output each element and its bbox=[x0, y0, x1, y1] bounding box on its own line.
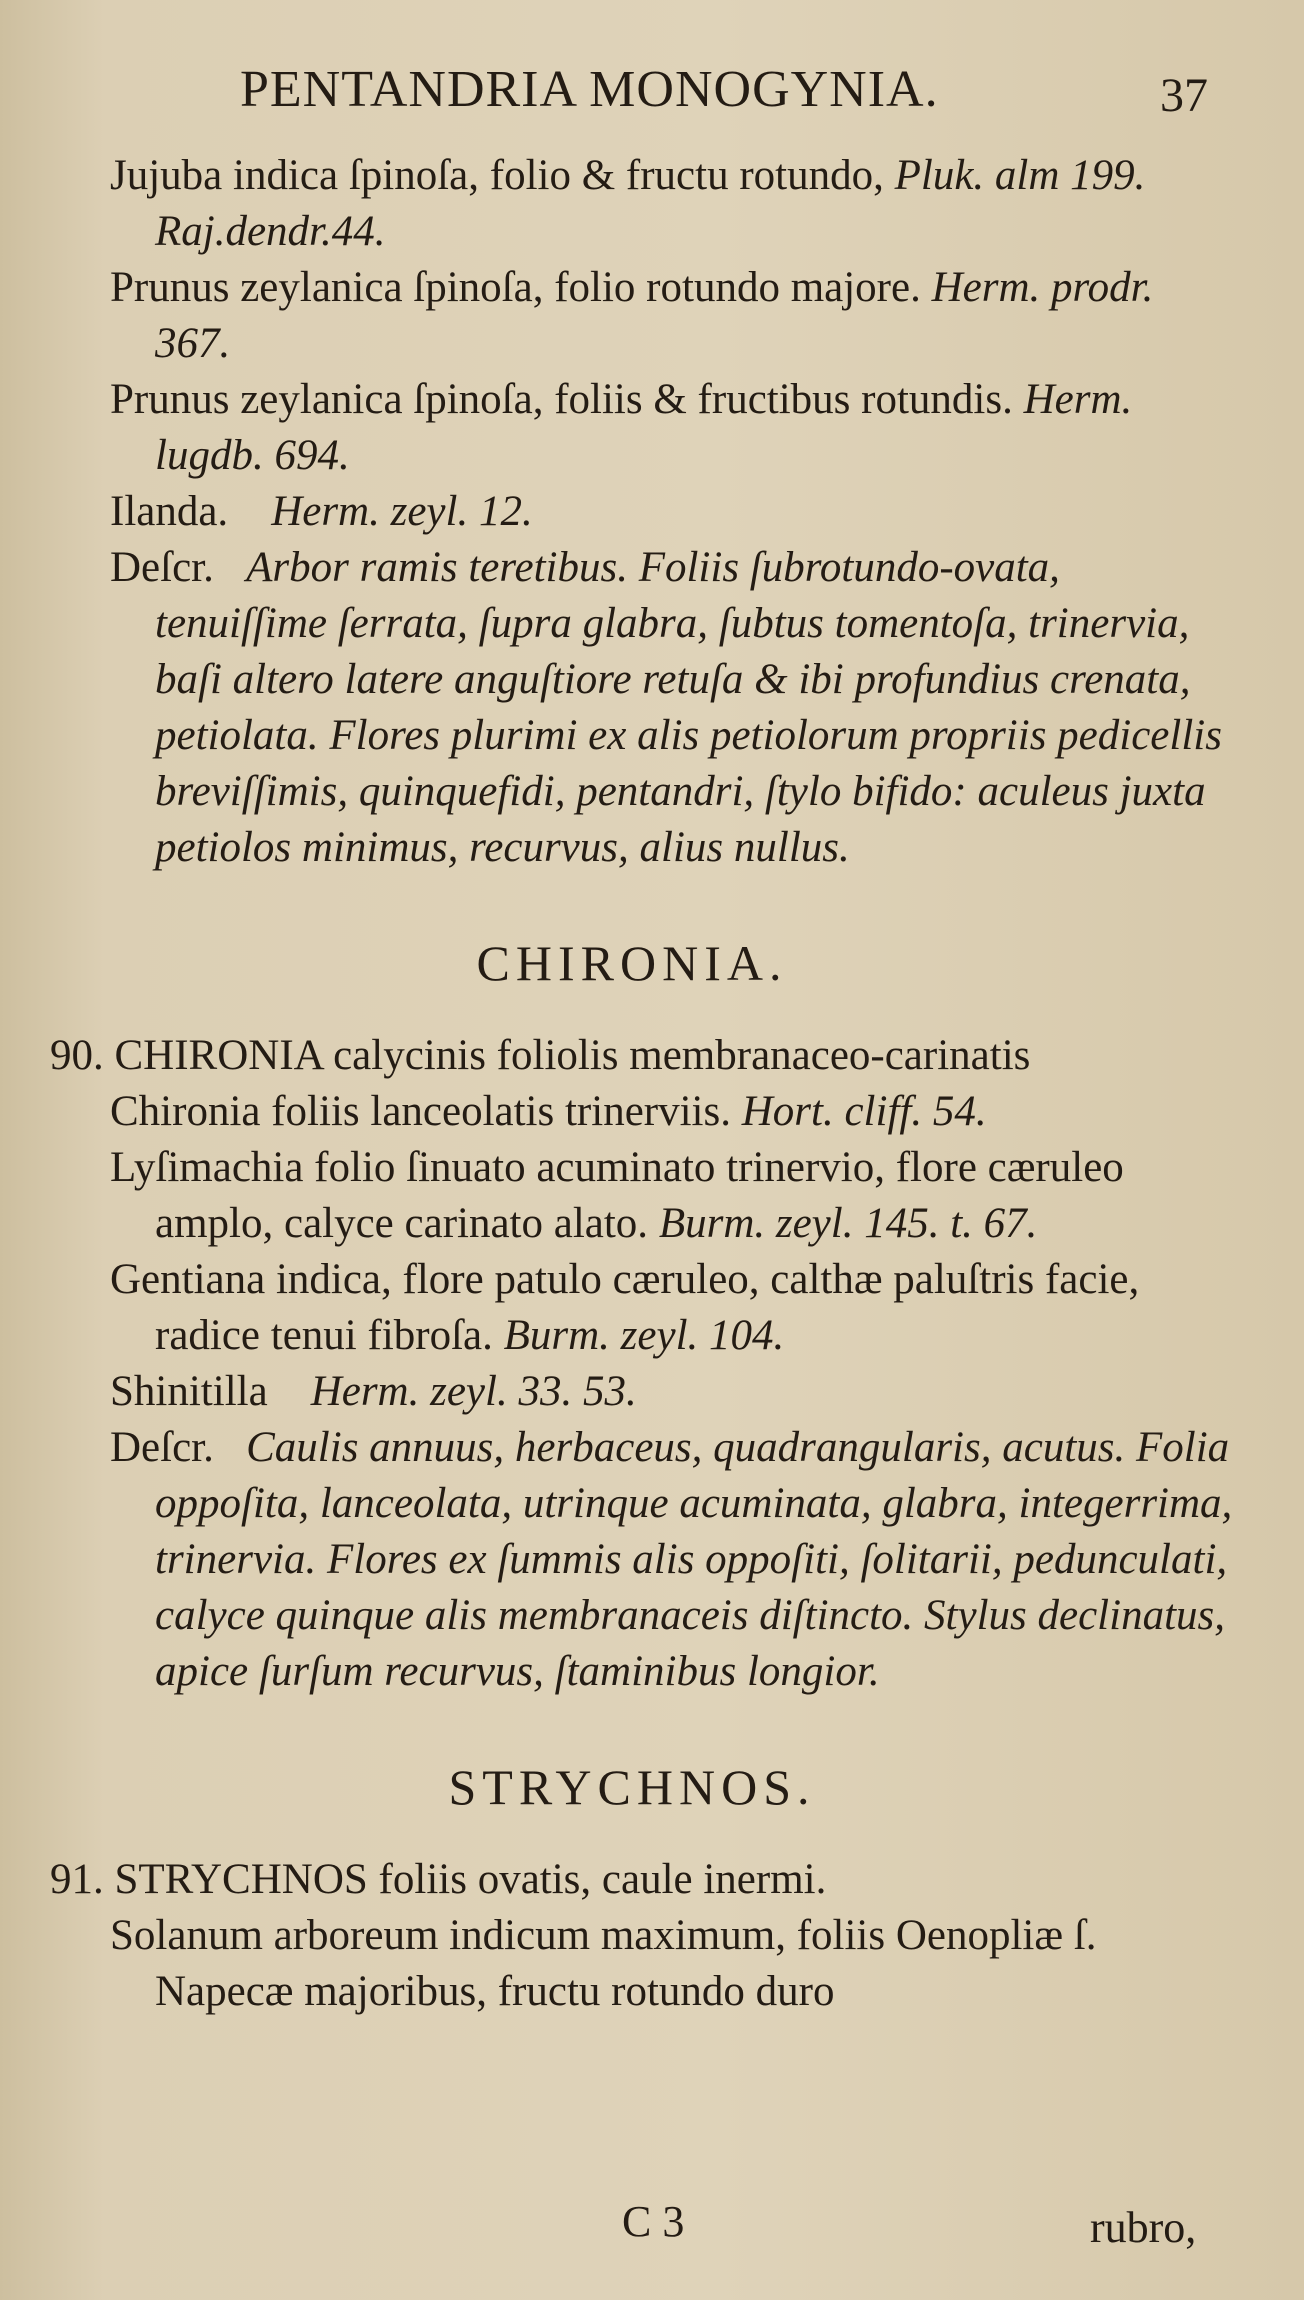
running-head: PENTANDRIA MONOGYNIA. bbox=[240, 61, 939, 118]
species-number: 90. bbox=[50, 1032, 104, 1079]
species-diagnosis-90 bbox=[0, 1028, 1234, 1084]
entry-gentiana bbox=[0, 1252, 1234, 1364]
entry-jujuba bbox=[0, 148, 1234, 260]
catchword: rubro, bbox=[1090, 2203, 1197, 2252]
entry-lead: Solanum arboreum indicum maximum, foliis Oenopliæ ſ. Napecæ majoribus, fructu rotundo duro bbox=[110, 1912, 1097, 2015]
entry-lead: Deſcr. bbox=[110, 1424, 214, 1471]
entry-reference: Burm. zeyl. 104. bbox=[503, 1312, 785, 1359]
diagnosis-genus: STRYCHNOS bbox=[114, 1856, 368, 1903]
entry-lead: Chironia foliis lanceolatis trinerviis. bbox=[110, 1088, 731, 1135]
entry-lead: Jujuba indica ſpinoſa, folio & fructu rotundo, bbox=[110, 152, 884, 199]
entry-description-2 bbox=[0, 1420, 1234, 1700]
entry-reference: Burm. zeyl. 145. t. 67. bbox=[658, 1200, 1038, 1247]
entry-solanum bbox=[0, 1908, 1234, 2020]
section-heading-chironia: CHIRONIA. bbox=[476, 935, 788, 991]
entry-lead: Ilanda. bbox=[110, 488, 229, 535]
diagnosis-genus: CHIRONIA bbox=[114, 1032, 323, 1079]
entry-lead: Lyſimachia folio ſinuato acuminato trinervio, flore cæruleo amplo, calyce carinato alato. bbox=[110, 1144, 1124, 1247]
entry-reference: Hort. cliff. 54. bbox=[741, 1088, 987, 1135]
entry-prunus-1 bbox=[0, 260, 1234, 372]
species-number: 91. bbox=[50, 1856, 104, 1903]
entry-description-1 bbox=[0, 540, 1234, 876]
signature-mark: C 3 bbox=[622, 2197, 685, 2246]
entry-reference: Pluk. alm 199. Raj.dendr.44. bbox=[155, 152, 1146, 255]
entry-lead: Shinitilla bbox=[110, 1368, 268, 1415]
diagnosis-text: foliis ovatis, caule inermi. bbox=[378, 1856, 827, 1903]
description-text: Arbor ramis teretibus. Foliis ſubrotundo-ovata, tenuiſſime ſerrata, ſupra glabra, ſubtus tomentoſa, trinervia, baſi altero latere anguſtiore retuſa & ibi profundius crenata, petiolata. Flores plurimi ex alis petiolorum propriis pedicellis breviſſimis, quinquefidi, pentandri, ſtylo bifido: aculeus juxta petiolos minimus, recurvus, alius nullus. bbox=[155, 544, 1222, 871]
entry-lead: Prunus zeylanica ſpinoſa, folio rotundo majore. bbox=[110, 264, 921, 311]
entry-reference: Herm. zeyl. 12. bbox=[271, 488, 533, 535]
diagnosis-text: calycinis foliolis membranaceo-carinatis bbox=[333, 1032, 1031, 1079]
entry-ilanda bbox=[0, 484, 1234, 540]
description-text: Caulis annuus, herbaceus, quadrangularis, acutus. Folia oppoſita, lanceolata, utrinque acuminata, glabra, integerrima, trinervia. Flores ex ſummis alis oppoſiti, ſolitarii, pedunculati, calyce quinque alis membranaceis diſtincto. Stylus declinatus, apice ſurſum recurvus, ſtaminibus longior. bbox=[155, 1424, 1233, 1695]
entry-lysimachia bbox=[0, 1140, 1234, 1252]
section-heading-strychnos: STRYCHNOS. bbox=[448, 1759, 816, 1815]
entry-lead: Deſcr. bbox=[110, 544, 214, 591]
entry-shinitilla bbox=[0, 1364, 1234, 1420]
page-number: 37 bbox=[1160, 69, 1208, 122]
entry-reference: Herm. zeyl. 33. 53. bbox=[310, 1368, 637, 1415]
page-body bbox=[0, 148, 1304, 2020]
entry-chironia-synonym bbox=[0, 1084, 1234, 1140]
species-diagnosis-91 bbox=[0, 1852, 1234, 1908]
entry-lead: Gentiana indica, flore patulo cæruleo, calthæ paluſtris facie, radice tenui fibroſa. bbox=[110, 1256, 1140, 1359]
entry-prunus-2 bbox=[0, 372, 1234, 484]
entry-lead: Prunus zeylanica ſpinoſa, foliis & fructibus rotundis. bbox=[110, 376, 1013, 423]
entry-reference: Herm. lugdb. 694. bbox=[155, 376, 1133, 479]
entry-reference: Herm. prodr. 367. bbox=[155, 264, 1154, 367]
page-header bbox=[0, 60, 1304, 130]
